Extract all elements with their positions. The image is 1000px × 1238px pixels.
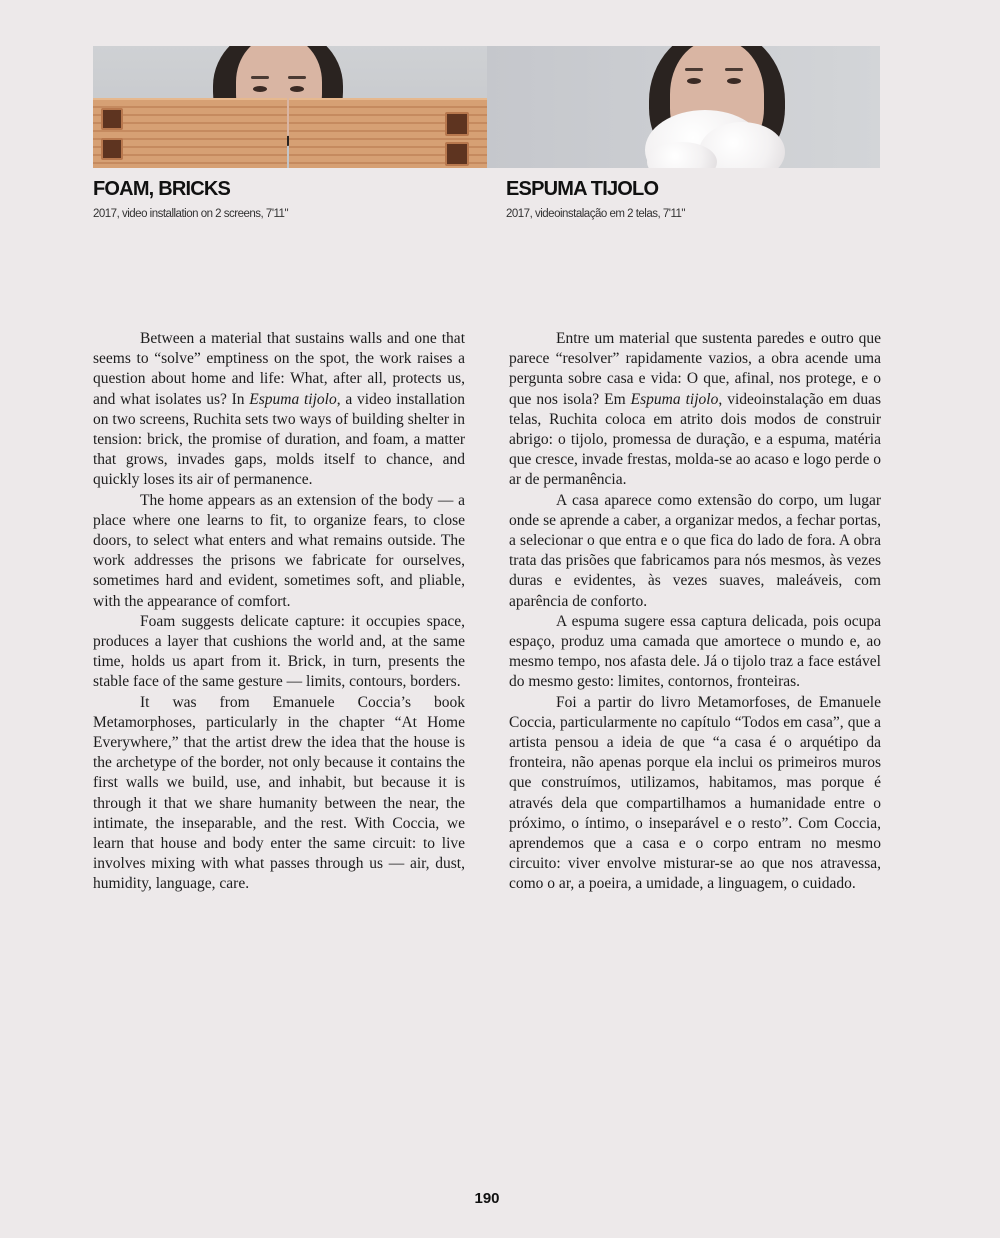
photo-woman-with-foam (487, 46, 881, 168)
paragraph: A espuma sugere essa captura delicada, pois ocupa espaço, produz uma camada que amortece o mundo e, ao mesmo tempo, nos afasta dele. Já o tijolo traz a face estável do mesmo gesto: limites, contornos, fronteiras. (509, 612, 881, 691)
paragraph: The home appears as an extension of the body — a place where one learns to fit, to organize fears, to close doors, to select what enters and what remains outside. The work addresses the prisons we fabricate for ourselves, sometimes hard and evident, sometimes soft, and pliable, with the appearance of comfort. (93, 491, 465, 610)
work-title-english: FOAM, BRICKS (93, 178, 231, 200)
italic-work-title: Espuma tijolo (630, 390, 719, 408)
work-title-portuguese: ESPUMA TIJOLO (506, 178, 659, 200)
page-number: 190 (474, 1190, 500, 1207)
paragraph: Between a material that sustains walls and one that seems to “solve” emptiness on the spot, the work raises a question about home and life: What, after all, protects us, and what isolates us? In Espuma tijolo, a video installation on two screens, Ruchita sets two ways of building shelter in tension: brick, the promise of duration, and foam, a matter that grows, invades gaps, molds itself to chance, and quickly loses its air of permanence. (93, 330, 466, 489)
italic-work-title: Espuma tijolo (249, 390, 337, 408)
photo-woman-behind-bricks (93, 46, 487, 168)
work-caption-english: 2017, video installation on 2 screens, 7'11" (93, 208, 289, 220)
portuguese-text-column (509, 329, 881, 895)
paragraph: A casa aparece como extensão do corpo, um lugar onde se aprende a caber, a organizar medos, a fechar portas, a selecionar o que entra e o que fica do lado de fora. A obra trata das prisões que fabricamos para nós mesmos, às vezes duras e evidentes, às vezes suaves, maleáveis, com aparência de conforto. (509, 491, 881, 610)
english-text-column (93, 329, 465, 895)
paragraph: Foam suggests delicate capture: it occupies space, produces a layer that cushions the world and, at the same time, holds us apart from it. Brick, in turn, presents the stable face of the same gesture — limits, contours, borders. (93, 612, 465, 691)
paragraph: It was from Emanuele Coccia’s book Metamorphoses, particularly in the chapter “At Home Everywhere,” that the artist drew the idea that the house is the archetype of the border, not only because it contains the first walls we build, use, and inhabit, but because it is through it that we share humanity between the near, the intimate, the inseparable, and the rest. With Coccia, we learn that house and body enter the same circuit: to live involves mixing with what passes through us — air, dust, humidity, language, care. (93, 693, 465, 893)
paragraph: Foi a partir do livro Metamorfoses, de Emanuele Coccia, particularmente no capítulo “Todos em casa”, que a artista pensou a ideia de que “a casa é o arquétipo da fronteira, não apenas porque ela inclui os primeiros muros que construímos, utilizamos, habitamos, mas porque é através dela que compartilhamos a humanidade entre o próximo, o íntimo, o inseparável e o resto”. Com Coccia, aprendemos que a casa e o corpo entram no mesmo circuito: viver envolve misturar-se ao que nos atravessa, como o ar, a poeira, a umidade, a linguagem, o cuidado. (509, 693, 881, 893)
work-caption-portuguese: 2017, videoinstalação em 2 telas, 7'11" (506, 208, 685, 220)
artwork-photo-strip (93, 46, 880, 168)
paragraph: Entre um material que sustenta paredes e outro que parece “resolver” rapidamente vazios, a obra acende uma pergunta sobre casa e vida: O que, afinal, nos protege, e o que nos isola? Em Espuma tijolo, videoinstalação em duas telas, Ruchita coloca em atrito dois modos de construir abrigo: o tijolo, promessa de duração, e a espuma, matéria que cresce, invade frestas, molda-se ao acaso e logo perde o ar de permanência. (509, 330, 881, 489)
